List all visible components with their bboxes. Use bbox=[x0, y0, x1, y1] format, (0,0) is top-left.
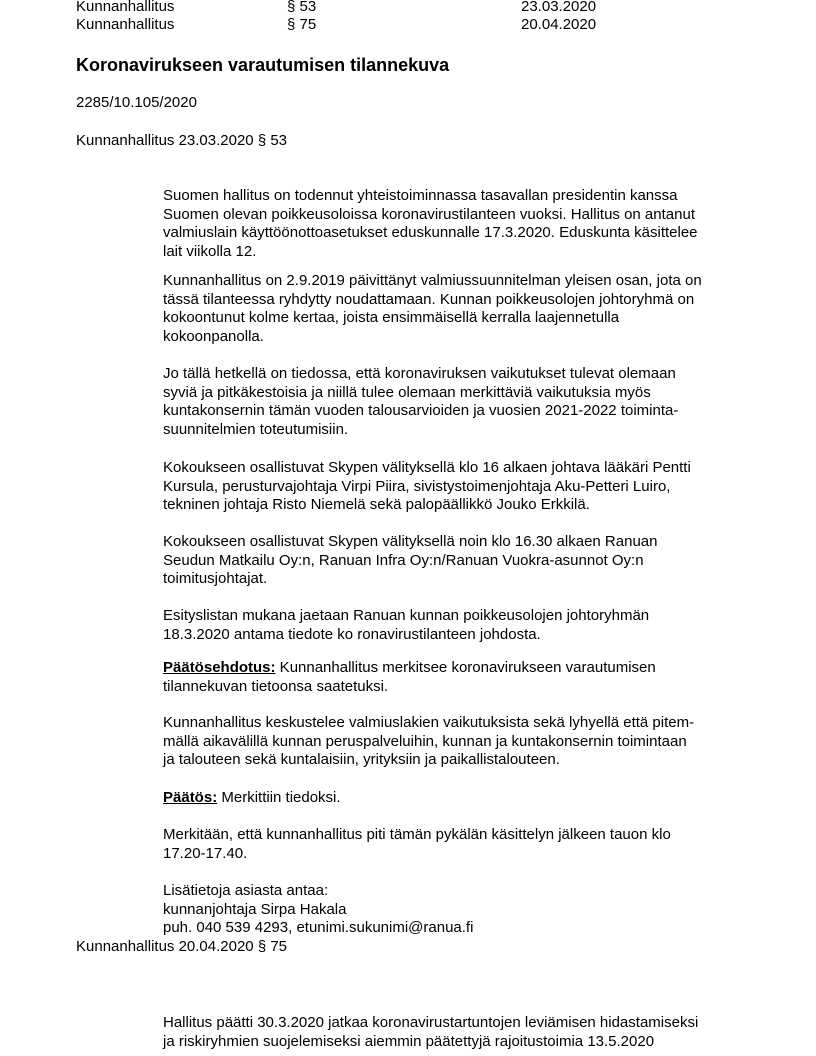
paragraph-line: syviä ja pitkäkestoisia ja niillä tulee olemaan merkittäviä vaikutuksia myös bbox=[163, 383, 651, 401]
paragraph-line: Suomen hallitus on todennut yhteistoiminnassa tasavallan presidentin kanssa bbox=[163, 187, 678, 204]
paragraph-line: kuntakonsernin tämän vuoden talousarvioiden ja vuosien 2021-2022 toiminta- bbox=[163, 402, 679, 420]
proposal-paragraph bbox=[163, 659, 656, 696]
paragraph-line: 18.3.2020 antama tiedote ko ronavirustilanteen johdosta. bbox=[163, 625, 541, 643]
contact-info bbox=[163, 882, 473, 938]
paragraph-line: ja riskiryhmien suojelemiseksi aiemmin päätettyjä rajoitustoimia 13.5.2020 bbox=[163, 1032, 655, 1050]
document-title: Koronavirukseen varautumisen tilannekuva bbox=[76, 55, 450, 75]
paragraph-line: toimitusjohtajat. bbox=[163, 570, 268, 588]
paragraph-line: mällä aikavälillä kunnan peruspalveluihin, kunnan ja kuntakonsernin toimintaan bbox=[163, 732, 687, 750]
decision-paragraph bbox=[163, 789, 341, 808]
body-paragraph bbox=[163, 459, 691, 515]
paragraph-line: Jo tällä hetkellä on tiedossa, että koronaviruksen vaikutukset tulevat olemaan bbox=[163, 365, 676, 382]
record-number: 2285/10.105/2020 bbox=[76, 94, 197, 111]
paragraph-line: Esityslistan mukana jaetaan Ranuan kunnan poikkeusolojen johtoryhmän bbox=[163, 607, 650, 624]
header-row-1-date: 23.03.2020 bbox=[521, 0, 597, 15]
paragraph-line: tilannekuvan tietoonsa saatetuksi. bbox=[163, 677, 389, 695]
discussion-paragraph bbox=[163, 714, 694, 770]
paragraph-line: Kokoukseen osallistuvat Skypen välityksellä klo 16 alkaen johtava lääkäri Pentti bbox=[163, 459, 691, 476]
paragraph-line: Hallitus päätti 30.3.2020 jatkaa koronavirustartuntojen leviämisen hidastamiseksi bbox=[163, 1014, 699, 1031]
paragraph-line: tekninen johtaja Risto Niemelä sekä palopäällikkö Jouko Erkkilä. bbox=[163, 496, 590, 514]
paragraph-line: suunnitelmien toteutumisiin. bbox=[163, 420, 349, 438]
header-row-1-body: Kunnanhallitus bbox=[76, 0, 175, 15]
paragraph-line: 17.20-17.40. bbox=[163, 844, 248, 862]
paragraph-line: valmiuslain käyttöönottoasetukset eduskunnalle 17.3.2020. Eduskunta käsittelee bbox=[163, 224, 698, 242]
paragraph-line: Kursula, perusturvajohtaja Virpi Piira, sivistystoimenjohtaja Aku-Petteri Luiro, bbox=[163, 477, 671, 495]
contact-line: Lisätietoja asiasta antaa: bbox=[163, 882, 329, 899]
header-row-2-section: § 75 bbox=[287, 16, 317, 33]
meeting-heading: Kunnanhallitus 23.03.2020 § 53 bbox=[76, 132, 288, 149]
decision-label: Päätös: bbox=[163, 789, 218, 806]
paragraph-line: Seudun Matkailu Oy:n, Ranuan Infra Oy:n/Ranuan Vuokra-asunnot Oy:n bbox=[163, 551, 644, 569]
body-paragraph bbox=[163, 607, 649, 644]
body-paragraph bbox=[163, 272, 702, 346]
paragraph-line: lait viikolla 12. bbox=[163, 242, 257, 260]
contact-line: puh. 040 539 4293, etunimi.sukunimi@ranua.fi bbox=[163, 919, 474, 937]
paragraph-line: Kunnanhallitus on 2.9.2019 päivittänyt valmiussuunnitelman yleisen osan, jota on bbox=[163, 272, 702, 289]
header-row-2-body: Kunnanhallitus bbox=[76, 16, 175, 33]
contact-line: kunnanjohtaja Sirpa Hakala bbox=[163, 900, 347, 918]
body-paragraph bbox=[163, 533, 657, 589]
paragraph-line: Kokoukseen osallistuvat Skypen välityksellä noin klo 16.30 alkaen Ranuan bbox=[163, 533, 658, 550]
paragraph-line: Suomen olevan poikkeusoloissa koronavirustilanteen vuoksi. Hallitus on antanut bbox=[163, 205, 695, 223]
paragraph-line: Merkitään, että kunnanhallitus piti tämän pykälän käsittelyn jälkeen tauon klo bbox=[163, 826, 671, 843]
meeting-heading-2: Kunnanhallitus 20.04.2020 § 75 bbox=[76, 938, 288, 955]
paragraph-line: ja talouteen sekä kuntalaisiin, yrityksiin ja paikallistalouteen. bbox=[163, 751, 560, 769]
body-paragraph bbox=[163, 365, 678, 439]
header-row-1-section: § 53 bbox=[287, 0, 317, 15]
decision-text: Merkittiin tiedoksi. bbox=[217, 789, 341, 806]
proposal-label: Päätösehdotus: bbox=[163, 659, 276, 676]
paragraph-line: Kunnanhallitus merkitsee koronavirukseen varautumisen bbox=[275, 659, 656, 676]
break-note-paragraph bbox=[163, 826, 671, 863]
meeting2-paragraph bbox=[163, 1014, 698, 1051]
paragraph-line: tässä tilanteessa ryhdytty noudattamaan. Kunnan poikkeusolojen johtoryhmä on bbox=[163, 290, 695, 308]
paragraph-line: kokoonpanolla. bbox=[163, 327, 264, 345]
body-paragraph bbox=[163, 187, 698, 261]
paragraph-line: Kunnanhallitus keskustelee valmiuslakien vaikutuksista sekä lyhyellä että pitem- bbox=[163, 714, 695, 731]
paragraph-line: kokoontunut kolme kertaa, joista ensimmäisellä kerralla laajennetulla bbox=[163, 309, 620, 327]
header-row-2-date: 20.04.2020 bbox=[521, 16, 597, 33]
